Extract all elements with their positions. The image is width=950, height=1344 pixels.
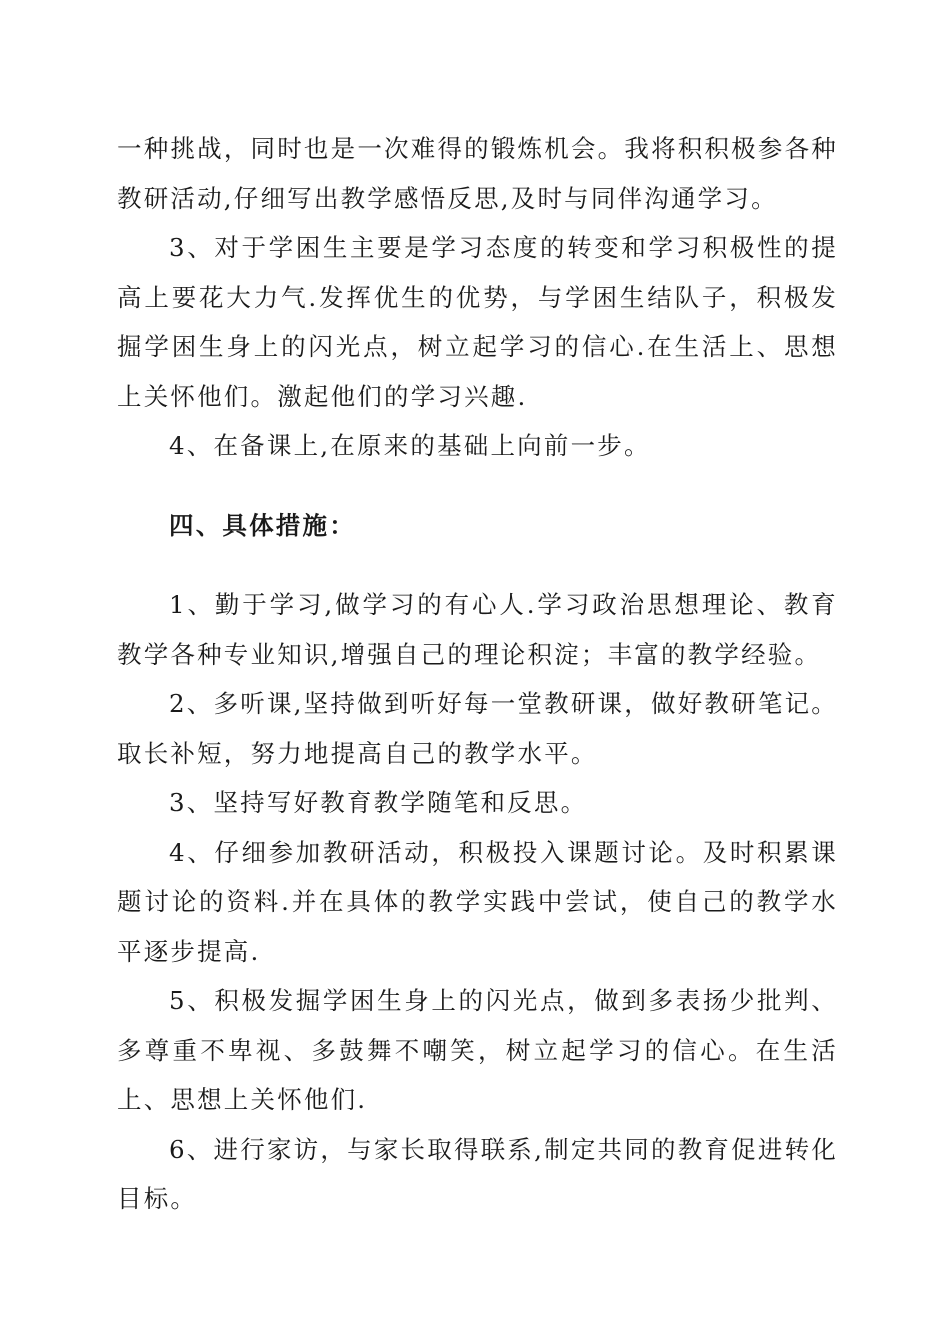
measure-item-1: 1、勤于学习,做学习的有心人.学习政治思想理论、教育教学各种专业知识,增强自己的理论积淀；丰富的教学经验。	[117, 590, 838, 669]
measure-item-4: 4、仔细参加教研活动，积极投入课题讨论。及时积累课题讨论的资料.并在具体的教学实践中尝试，使自己的教学水平逐步提高.	[117, 837, 838, 966]
measure-item-5: 5、积极发掘学困生身上的闪光点，做到多表扬少批判、多尊重不卑视、多鼓舞不嘲笑，树立起学习的信心。在生活上、思想上关怀他们.	[117, 986, 838, 1114]
section-heading: 四、具体措施：	[169, 510, 356, 540]
measure-item-3: 3、坚持写好教育教学随笔和反思。	[169, 788, 588, 817]
measure-item-2: 2、多听课,坚持做到听好每一堂教研课，做好教研笔记。取长补短，努力地提高自己的教学水平。	[117, 689, 838, 768]
measure-item-6: 6、进行家访，与家长取得联系,制定共同的教育促进转化目标。	[117, 1134, 838, 1213]
spacer	[117, 471, 838, 501]
spacer	[117, 550, 838, 580]
paragraph-item-3: 3、对于学困生主要是学习态度的转变和学习积极性的提高上要花大力气.发挥优生的优势，与学困生结队子，积极发掘学困生身上的闪光点，树立起学习的信心.在生活上、思想上关怀他们。激起他们的学习兴趣.	[117, 233, 838, 411]
paragraph-continuation: 一种挑战，同时也是一次难得的锻炼机会。我将积积极参各种教研活动,仔细写出教学感悟反思,及时与同伴沟通学习。	[117, 134, 838, 213]
paragraph-item-4: 4、在备课上,在原来的基础上向前一步。	[169, 431, 651, 460]
